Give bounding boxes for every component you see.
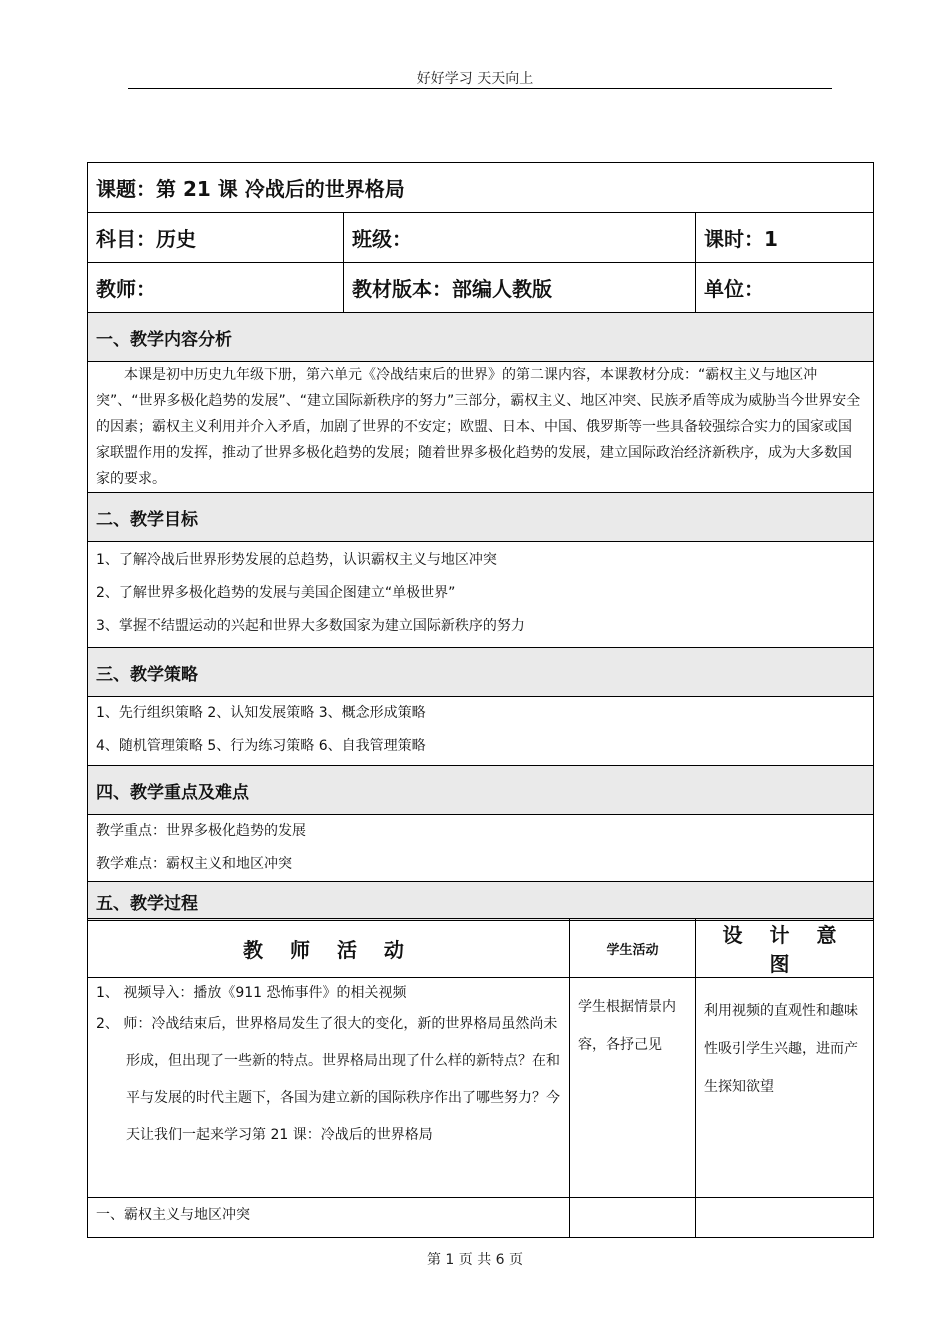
objective-item: 3、掌握不结盟运动的兴起和世界大多数国家为建立国际新秩序的努力: [96, 618, 525, 634]
section-title-content-analysis: 一、教学内容分析: [88, 313, 874, 362]
strategy-item: 4、随机管理策略 5、行为练习策略 6、自我管理策略: [96, 738, 426, 754]
design-intent-cell: 利用视频的直观性和趣味性吸引学生兴趣，进而产生探知欲望: [696, 978, 874, 1198]
teacher-activity-item: 2、 师：冷战结束后，世界格局发生了很大的变化，新的世界格局虽然尚未形成，但出现了一些新的特点。世界格局出现了什么样的新特点？在和平与发展的时代主题下，各国为建立新的国际秩序作出了哪些努力？今天让我们一起来学习第 21 课：冷战后的世界格局: [96, 1016, 560, 1143]
content-analysis-text: 本课是初中历史九年级下册，第六单元《冷战结束后的世界》的第二课内容，本课教材分成：“霸权主义与地区冲突”、“世界多极化趋势的发展”、“建立国际新秩序的努力”三部分，霸权主义、地区冲突、民族矛盾等成为威胁当今世界安全的因素；霸权主义利用并介入矛盾，加剧了世界的不安定；欧盟、日本、中国、俄罗斯等一些具备较强综合实力的国家或国家联盟作用的发挥，推动了世界多极化趋势的发展；随着世界多极化趋势的发展，建立国际政治经济新秩序，成为大多数国家的要求。: [88, 362, 874, 493]
student-activity-cell: 学生根据情景内容，各抒己见: [570, 978, 696, 1198]
strategy-item: 1、先行组织策略 2、认知发展策略 3、概念形成策略: [96, 705, 426, 721]
strategy-list: [88, 697, 874, 766]
student-activity-cell: [570, 1198, 696, 1238]
col-head-student-activity: 学生活动: [570, 919, 696, 978]
lesson-plan-table: [87, 162, 874, 921]
lesson-title: 课题：第 21 课 冷战后的世界格局: [88, 163, 874, 213]
teacher-activity-cell: 一、霸权主义与地区冲突: [88, 1198, 570, 1238]
subject-cell: 科目：历史: [88, 213, 344, 263]
textbook-cell: 教材版本：部编人教版: [344, 263, 696, 313]
hours-cell: 课时：1: [696, 213, 874, 263]
design-intent-cell: [696, 1198, 874, 1238]
objectives-list: [88, 542, 874, 648]
key-point-item: 教学重点：世界多极化趋势的发展: [96, 823, 306, 839]
teacher-activity-cell: [88, 978, 570, 1198]
section-title-process: 五、教学过程: [88, 882, 874, 921]
section-title-strategy: 三、教学策略: [88, 648, 874, 697]
key-points-list: [88, 815, 874, 882]
header-rule: [128, 88, 832, 89]
unit-cell: 单位：: [696, 263, 874, 313]
section-title-objectives: 二、教学目标: [88, 493, 874, 542]
objective-item: 1、了解冷战后世界形势发展的总趋势，认识霸权主义与地区冲突: [96, 552, 497, 568]
page-footer: 第 1 页 共 6 页: [426, 1252, 524, 1268]
section-title-key-points: 四、教学重点及难点: [88, 766, 874, 815]
teacher-activity-item: 1、 视频导入：播放《911 恐怖事件》的相关视频: [96, 985, 407, 1001]
teacher-cell: 教师：: [88, 263, 344, 313]
class-cell: 班级：: [344, 213, 696, 263]
key-point-item: 教学难点：霸权主义和地区冲突: [96, 856, 292, 872]
col-head-design-intent: 设 计 意 图: [696, 919, 874, 978]
page-header: 好好学习 天天向上: [416, 71, 534, 87]
objective-item: 2、了解世界多极化趋势的发展与美国企图建立“单极世界”: [96, 585, 456, 601]
col-head-teacher-activity: 教 师 活 动: [88, 919, 570, 978]
process-table: [87, 918, 874, 1238]
